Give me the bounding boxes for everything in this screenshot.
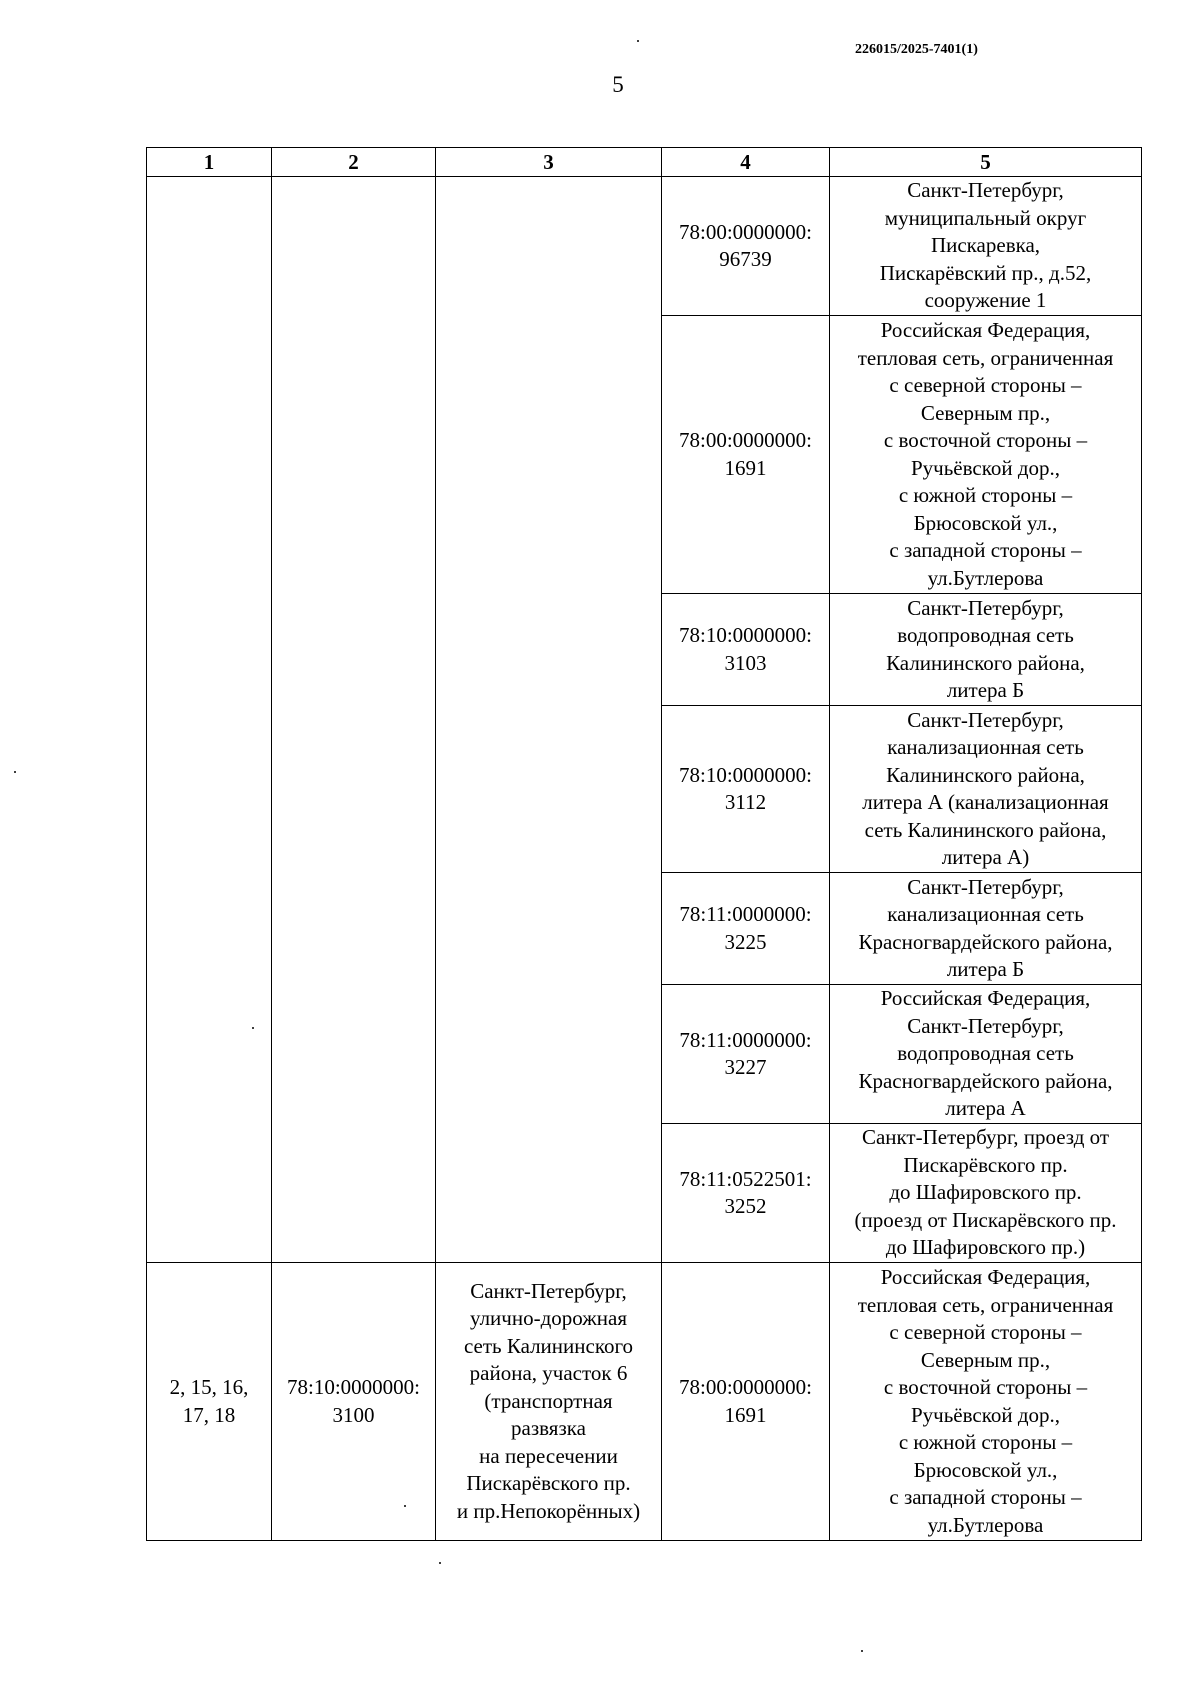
address-cell: Санкт-Петербург, муниципальный округ Пискаревка, Пискарёвский пр., д.52, сооружение 1 — [830, 177, 1142, 316]
cadastral-number-cell: 78:00:0000000: 1691 — [662, 316, 830, 594]
scan-speck — [439, 1562, 441, 1564]
address-cell: Санкт-Петербург, канализационная сеть Калининского района, литера А (канализационная сеть Калининского района, литера А) — [830, 706, 1142, 873]
item-numbers-cell: 2, 15, 16, 17, 18 — [147, 1263, 272, 1541]
table-cell-col3-empty — [436, 177, 662, 1263]
column-header-5: 5 — [830, 148, 1142, 177]
cadastral-number-cell: 78:11:0522501: 3252 — [662, 1124, 830, 1263]
cadastral-number-cell: 78:11:0000000: 3227 — [662, 985, 830, 1124]
table-row — [147, 177, 1142, 316]
scan-speck — [14, 771, 16, 773]
address-cell: Российская Федерация, тепловая сеть, ограниченная с северной стороны – Северным пр., с восточной стороны – Ручьёвской дор., с южной стороны – Брюсовской ул., с западной стороны – ул.Бутлерова — [830, 316, 1142, 594]
cadastral-number-cell: 78:10:0000000: 3103 — [662, 594, 830, 706]
table-header-row — [147, 148, 1142, 177]
address-cell: Российская Федерация, Санкт-Петербург, водопроводная сеть Красногвардейского района, литера А — [830, 985, 1142, 1124]
address-cell: Российская Федерация, тепловая сеть, ограниченная с северной стороны – Северным пр., с восточной стороны – Ручьёвской дор., с южной стороны – Брюсовской ул., с западной стороны – ул.Бутлерова — [830, 1263, 1142, 1541]
table-cell-col2-empty — [272, 177, 436, 1263]
address-cell: Санкт-Петербург, проезд от Пискарёвского пр. до Шафировского пр. (проезд от Пискарёвского пр. до Шафировского пр.) — [830, 1124, 1142, 1263]
column-header-3: 3 — [436, 148, 662, 177]
document-registration-number: 226015/2025-7401(1) — [855, 42, 978, 57]
column-header-4: 4 — [662, 148, 830, 177]
column-header-2: 2 — [272, 148, 436, 177]
column-header-1: 1 — [147, 148, 272, 177]
table-cell-col1-empty — [147, 177, 272, 1263]
cadastral-number-cell: 78:11:0000000: 3225 — [662, 873, 830, 985]
page-number: 5 — [612, 72, 624, 97]
cadastral-number-cell: 78:00:0000000: 96739 — [662, 177, 830, 316]
scan-speck — [861, 1650, 863, 1652]
address-cell: Санкт-Петербург, улично-дорожная сеть Калининского района, участок 6 (транспортная развязка на пересечении Пискарёвского пр. и пр.Непокорённых) — [436, 1263, 662, 1541]
address-cell: Санкт-Петербург, канализационная сеть Красногвардейского района, литера Б — [830, 873, 1142, 985]
cadastral-number-cell: 78:10:0000000: 3112 — [662, 706, 830, 873]
address-cell: Санкт-Петербург, водопроводная сеть Калининского района, литера Б — [830, 594, 1142, 706]
registry-table — [146, 147, 1142, 1541]
cadastral-number-cell: 78:10:0000000: 3100 — [272, 1263, 436, 1541]
table-row — [147, 1263, 1142, 1541]
scan-speck — [637, 40, 639, 42]
cadastral-number-cell: 78:00:0000000: 1691 — [662, 1263, 830, 1541]
